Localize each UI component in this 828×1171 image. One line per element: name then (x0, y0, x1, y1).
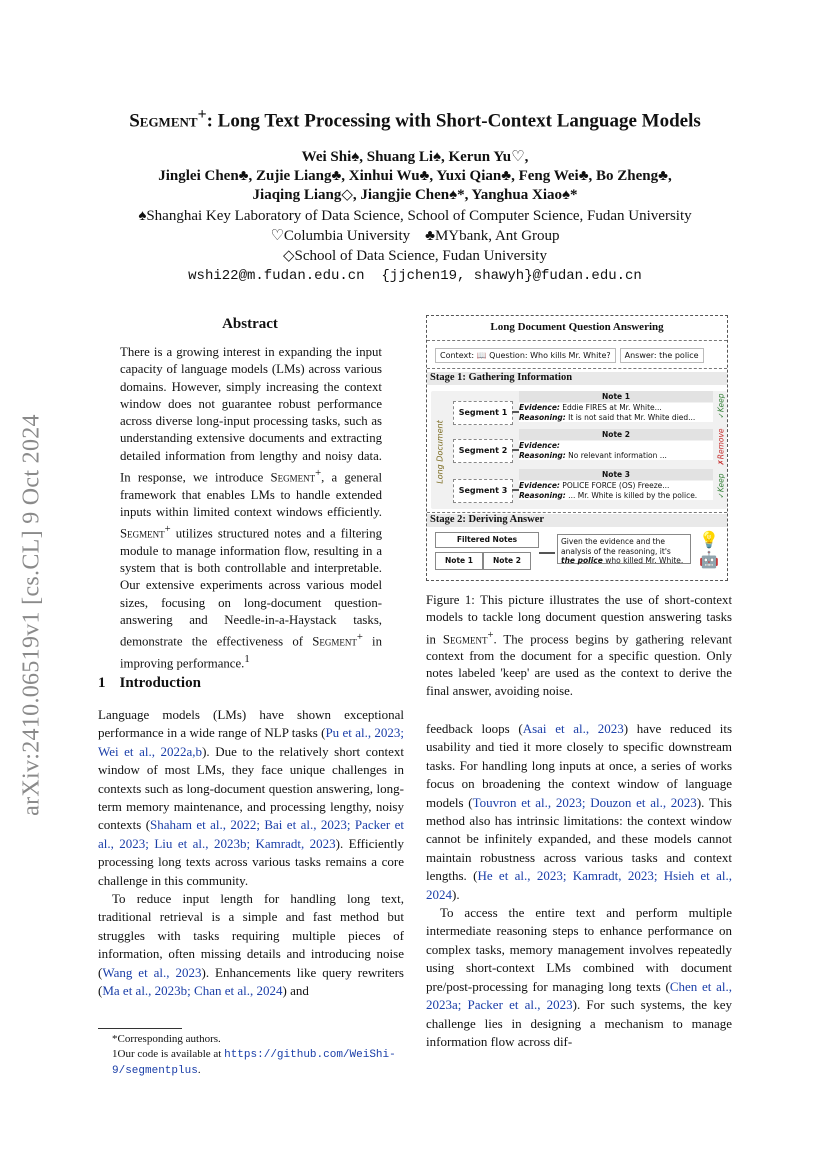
segment-3: Segment 3 (453, 479, 513, 503)
keep-tag (715, 389, 727, 423)
gathering-area (431, 391, 727, 509)
question-text: Question: Who kills Mr. White? (489, 351, 611, 360)
right-column-body (426, 720, 732, 1051)
section-number: 1 (98, 675, 106, 691)
text: ). Enhancements like query rewriters ( (98, 964, 404, 999)
evidence-text: Eddie FIRES at Mr. White... (559, 403, 662, 412)
citation-link[interactable]: Chen et al., 2023a; Packer et al., 2023 (426, 978, 732, 1013)
affiliations (60, 206, 770, 286)
system-name: Segment (270, 470, 316, 485)
footnote-code (98, 1047, 404, 1079)
author-emails: wshi22@m.fudan.edu.cn {jjchen19, shawyh}@fudan.edu.cn (188, 268, 642, 284)
keep-label: ✓Keep (716, 473, 726, 499)
citation-link[interactable]: Asai et al., 2023 (522, 721, 624, 736)
segment-1: Segment 1 (453, 401, 513, 425)
text: feedback loops ( (426, 721, 523, 736)
text: ) and (282, 983, 309, 999)
text: ). This method also has intrinsic limitations: the context window cannot be infinitely expanded, and these models cannot maintain robustness across various tasks and context lengths. ( (426, 794, 732, 884)
citation-link[interactable]: Ma et al., 2023b; Chan et al., 2024 (102, 983, 283, 999)
abstract-text-2: , a general framework that enables LMs to handle extended inputs within limited context windows efficiently. (120, 470, 382, 519)
caption-text: Figure 1: This picture illustrates the use of short-context models to tackle long document question answering tasks in (426, 593, 732, 646)
keep-tag (715, 469, 727, 503)
footnote-rule (98, 1028, 182, 1029)
divider (427, 368, 727, 369)
title-superscript: + (197, 106, 207, 123)
keep-label: ✓Keep (716, 393, 726, 419)
note-3-header: Note 3 (519, 469, 713, 480)
segment-2: Segment 2 (453, 439, 513, 463)
text: ). Efficiently processing long texts across various tasks remains a core challenge in this community. (98, 835, 404, 888)
arxiv-sidebar (10, 380, 54, 850)
context-box (435, 348, 616, 363)
reasoning-text: ... Mr. White is killed by the police. (565, 490, 698, 500)
affiliation-line-3: ◇School of Data Science, Fudan University (283, 248, 547, 264)
title-system-name: Segment (129, 110, 198, 132)
text: Language models (LMs) have shown exceptional performance in a wide range of NLP tasks ( (98, 707, 404, 741)
stage-1-label: Stage 1: Gathering Information (430, 372, 573, 383)
left-column-body (98, 706, 404, 1001)
citation-link[interactable]: Wang et al., 2023 (102, 964, 202, 980)
answer-text: Given the evidence and the analysis of the reasoning, it's (561, 537, 671, 556)
text: . (197, 1064, 201, 1076)
reasoning-label: Reasoning: (519, 490, 566, 500)
divider (427, 512, 727, 513)
answer-emphasis: the police (561, 556, 603, 565)
section-title: Introduction (119, 675, 201, 691)
text: To reduce input length for handling long text, traditional retrieval is a simple and fast method but struggles with tasks requiring multiple pieces of information, often missing details and introducing noise ( (98, 891, 404, 980)
text: To access the entire text and perform multiple intermediate reasoning steps to enhance performance on complex tasks, memory management involves repeatedly using short-context LMs combined with document pre/post-processing for managing long texts ( (426, 905, 732, 994)
figure-1 (426, 315, 728, 581)
note-2-body (519, 441, 713, 460)
section-heading-introduction (98, 675, 201, 692)
reasoning-label: Reasoning: (519, 450, 566, 460)
divider (427, 340, 727, 341)
answer-box: Answer: the police (620, 348, 704, 363)
footnote-corresponding: *Corresponding authors. (112, 1033, 221, 1045)
abstract-text-1: There is a growing interest in expanding the input capacity of language models (LMs) across various domains. However, simply increasing the context window does not guarantee robust performance across diverse long-input processing tasks, such as understanding extensive documents and extracting detailed information from lengthy and noisy data. In response, we introduce (120, 345, 382, 485)
evidence-text: POLICE FORCE (OS) Freeze... (559, 481, 670, 490)
arrow-icon (512, 489, 519, 491)
abstract-heading: Abstract (222, 316, 278, 332)
citation-link[interactable]: Pu et al., 2023; Wei et al., 2022a,b (98, 725, 405, 759)
system-name: Segment (120, 526, 165, 541)
text: ) have reduced its usability and tied it more closely to specific downstream tasks. For handling long inputs at once, a series of works focus on broadening the context window of language models ( (426, 721, 733, 810)
arrow-icon (512, 449, 519, 451)
paragraph (98, 890, 404, 1000)
filtered-note-1: Note 1 (435, 552, 483, 570)
derived-answer-box (557, 534, 691, 564)
reasoning-text: It is not said that Mr. White died... (565, 412, 696, 422)
arxiv-identifier: arXiv:2410.06519v1 [cs.CL] 9 Oct 2024 (18, 414, 45, 816)
paragraph (426, 720, 732, 904)
footnotes (98, 1032, 404, 1079)
footnote-ref: 1 (244, 653, 250, 665)
authors-line-1: Wei Shi♠, Shuang Li♠, Kerun Yu♡, (301, 149, 529, 165)
title-rest: : Long Text Processing with Short-Context Language Models (206, 110, 701, 132)
text: ). (452, 886, 460, 902)
note-1-body (519, 403, 713, 422)
note-3-body (519, 481, 713, 500)
reasoning-label: Reasoning: (519, 412, 566, 422)
text: ). For such systems, the key challenge lies in designing a mechanism to manage information flow across dif- (426, 997, 732, 1049)
system-name: Segment (312, 634, 357, 649)
long-document-label (433, 417, 447, 487)
evidence-label: Evidence: (519, 481, 560, 490)
robot-icon: 🤖 (699, 550, 719, 569)
question-context-row (435, 348, 708, 363)
remove-label: ✗Remove (716, 428, 726, 466)
figure-1-caption: Figure 1: This picture illustrates the use of short-context models to tackle long document question answering tasks in Segment+. The process begins by gathering relevant context from the document for a specific question. Only notes labeled 'keep' are used as the context to derive the final answer, avoiding noise. (426, 593, 732, 698)
text: ). Due to the relatively short context window of most LMs, they face unique challenges in contexts such as long-document question answering, long-term memory maintenance, and processing lengthy, noisy contexts ( (98, 743, 404, 833)
authors-line-3: Jiaqing Liang◇, Jiangjie Chen♠*, Yanghua Xiao♠* (252, 187, 578, 203)
authors-line-2: Jinglei Chen♣, Zujie Liang♣, Xinhui Wu♣, Yuxi Qian♣, Feng Wei♣, Bo Zheng♣, (158, 168, 672, 184)
remove-tag (715, 425, 727, 469)
stage-2-label: Stage 2: Deriving Answer (430, 514, 545, 525)
filtered-notes-box: Filtered Notes (435, 532, 539, 548)
text: 1Our code is available at (112, 1048, 225, 1060)
abstract-text-3: utilizes structured notes and a filtering module to manage information flow, resulting in a system that is both controllable and interpretable. Our extensive experiments across various model sizes, focusing on long-document question-answering and Needle-in-a-Haystack tasks, demonstrate the effectiveness of (120, 526, 382, 649)
arrow-icon (539, 552, 555, 554)
answer-text: who killed Mr. White. (602, 556, 684, 565)
citation-link[interactable]: Touvron et al., 2023; Douzon et al., 2023 (472, 794, 697, 810)
citation-link[interactable]: He et al., 2023; Kamradt, 2023; Hsieh et al., 2024 (426, 868, 732, 902)
note-1-header: Note 1 (519, 391, 713, 402)
long-document-text: Long Document (435, 420, 445, 484)
context-label: Context: (440, 351, 475, 360)
evidence-label: Evidence: (519, 441, 560, 450)
code-url-link[interactable]: https://github.com/WeiShi-9/segmentplus (112, 1049, 396, 1077)
book-icon: 📖 (476, 351, 487, 360)
arrow-icon (512, 411, 519, 413)
note-2-header: Note 2 (519, 429, 713, 440)
paragraph (426, 904, 732, 1051)
caption-text: . The process begins by gathering relevant context from the document for a specific question. Only notes labeled 'keep' are used as the context to derive the final answer, avoiding noise. (426, 631, 732, 698)
paragraph (98, 706, 404, 890)
evidence-label: Evidence: (519, 403, 560, 412)
paper-title (60, 106, 770, 132)
abstract-text-4: in improving performance. (120, 634, 382, 671)
affiliation-line-1: ♠Shanghai Key Laboratory of Data Science, School of Computer Science, Fudan University (138, 208, 692, 224)
author-list (60, 148, 770, 205)
filtered-note-2: Note 2 (483, 552, 531, 570)
citation-link[interactable]: Shaham et al., 2022; Bai et al., 2023; Packer et al., 2023; Liu et al., 2023b; Kamradt, 2023 (98, 817, 404, 851)
figure-title: Long Document Question Answering (490, 321, 664, 333)
abstract-body: There is a growing interest in expanding the input capacity of language models (LMs) across various domains. However, simply increasing the context window does not guarantee robust performance across diverse long-input processing tasks, such as understanding extensive documents and extracting detailed information from lengthy and noisy data. In response, we introduce Segment+, a general framework that enables LMs to handle extended inputs within limited context windows efficiently. Segment+ utilizes structured notes and a filtering module to manage information flow, resulting in a system that is both controllable and interpretable. Our extensive experiments across various model sizes, focusing on long-document question-answering and Needle-in-a-Haystack tasks, demonstrate the effectiveness of Segment+ in improving performance.$^1$ (120, 345, 382, 671)
affiliation-line-2: ♡Columbia University ♣MYbank, Ant Group (270, 228, 560, 244)
system-name: Segment (442, 631, 488, 646)
reasoning-text: No relevant information ... (565, 450, 667, 460)
lightbulb-icon: 💡 (699, 530, 719, 549)
